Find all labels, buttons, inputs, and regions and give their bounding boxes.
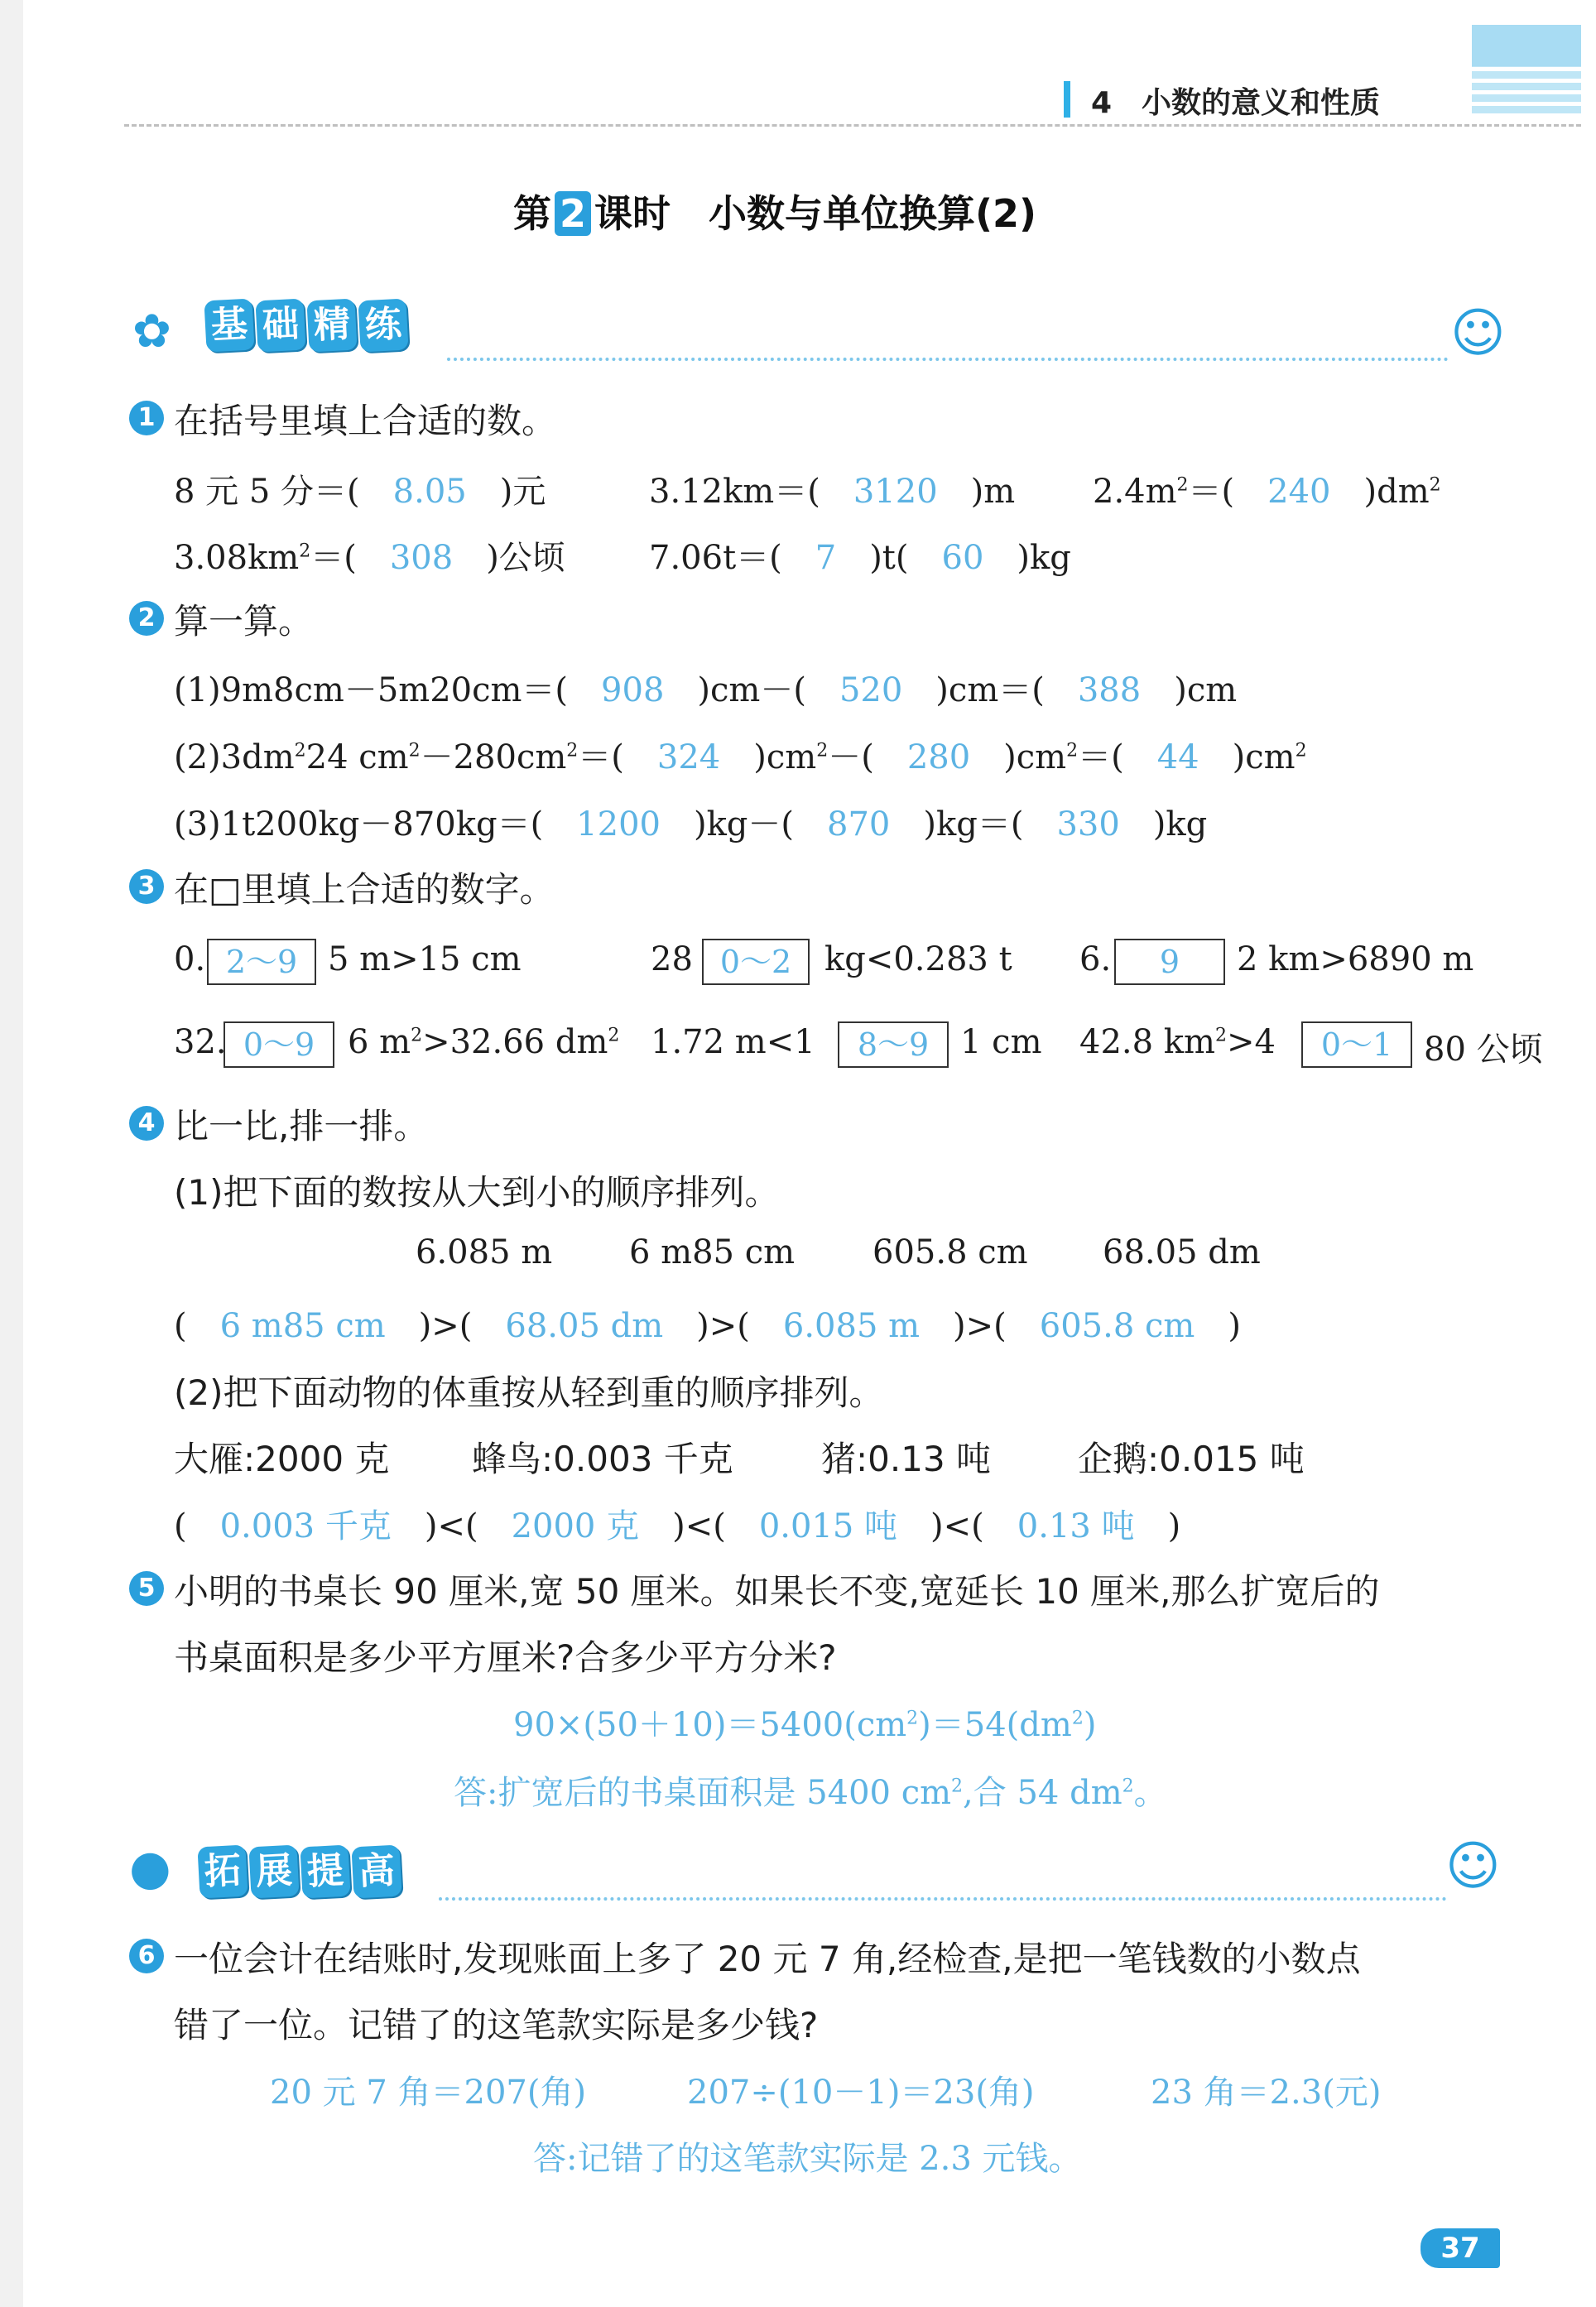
answer: 0.015 吨	[758, 1507, 898, 1545]
q3-text: 1 cm	[960, 1023, 1042, 1061]
solution-formula: $90\times(50+10)=5400(cm^2)=54(dm^2)$	[513, 1706, 1097, 1744]
question-text: 一位会计在结账时,发现账面上多了 20 元 7 角,经检查,是把一笔钱数的小数点	[174, 1939, 1361, 1979]
banner-char: 精	[306, 299, 357, 353]
question-text: 错了一位。记错了的这笔款实际是多少钱?	[174, 2005, 819, 2045]
q1-item-2: 3.12km＝( 3120 )m	[649, 473, 1016, 511]
digit-box: 0～9	[224, 1021, 334, 1068]
answer: 6.085 m	[782, 1307, 921, 1345]
page-number: 37	[1421, 2228, 1500, 2268]
digit-box: 8～9	[838, 1021, 949, 1068]
item: 猪:0.13 吨	[821, 1439, 992, 1479]
question-number: 2	[129, 601, 164, 636]
running-figure-icon: ☺	[1450, 303, 1506, 364]
item: 蜂鸟:0.003 千克	[472, 1439, 733, 1479]
q3-text: 6 $m^2>32.66$ $dm^2$	[348, 1023, 620, 1061]
answer: 44	[1156, 738, 1199, 776]
question-number: 6	[129, 1939, 164, 1973]
banner-char: 展	[248, 1845, 299, 1899]
banner-char: 基	[204, 299, 254, 353]
q1-item-4: $3.08km^2=$( 308 )公顷	[174, 539, 565, 577]
answer: 0.003 千克	[219, 1507, 392, 1545]
answer: 2000 克	[511, 1507, 640, 1545]
question-prompt: 在□里填上合适的数字。	[174, 869, 555, 910]
digit-box: 2～9	[207, 939, 316, 985]
q3-text: 0.	[174, 940, 206, 978]
question-number: 1	[129, 401, 164, 435]
solution-step-3: 23 角＝2.3(元)	[1151, 2074, 1382, 2112]
answer: 240	[1267, 473, 1331, 511]
q2-row-3: (3)1t200kg－870kg＝( 1200 )kg－( 870 )kg＝( 330 )kg	[174, 805, 1208, 843]
digit-box: 0～1	[1301, 1021, 1412, 1068]
q3-text: 42.8 $km^2>4$	[1079, 1023, 1276, 1061]
q3-text: 5 m>15 cm	[328, 940, 522, 978]
answer: 605.8 cm	[1039, 1307, 1195, 1345]
section-divider	[439, 1897, 1447, 1901]
section-banner-basic	[205, 300, 407, 351]
question-number: 4	[129, 1106, 164, 1141]
q3-text: 28	[651, 940, 693, 978]
answer: 6 m85 cm	[219, 1307, 386, 1345]
banner-char: 提	[300, 1845, 350, 1899]
answer: 280	[906, 738, 971, 776]
page-edge	[0, 0, 23, 2307]
solution-answer: 答:扩宽后的书桌面积是 5400 $cm^2$,合 54 $dm^2$。	[454, 1774, 1167, 1812]
lesson-number: 2	[555, 191, 591, 236]
question-text: 书桌面积是多少平方厘米?合多少平方分米?	[174, 1637, 837, 1678]
digit-box: 9	[1114, 939, 1225, 985]
answer: 520	[839, 671, 903, 709]
banner-char: 础	[255, 299, 305, 353]
q1-item-1: 8 元 5 分＝( 8.05 )元	[174, 473, 546, 511]
question-prompt: 在括号里填上合适的数。	[174, 401, 557, 441]
question-prompt: 算一算。	[174, 601, 314, 642]
q3-text: 80 公顷	[1424, 1031, 1543, 1069]
banner-char: 高	[351, 1845, 401, 1899]
answer: 3120	[853, 473, 938, 511]
sprout-icon: ✿	[132, 305, 171, 358]
order-answer-2: ( 0.003 千克 )<( 2000 克 )<( 0.015 吨 )<( 0.13 吨 )	[174, 1507, 1181, 1545]
q2-row-2: $(2)3dm^224$ $cm^2-280cm^2=$( 324 )$cm^2-$( 280 )$cm^2=$( 44 )$cm^2$	[174, 738, 1307, 776]
item: 企鹅:0.015 吨	[1078, 1439, 1305, 1479]
sub-question: (1)把下面的数按从大到小的顺序排列。	[174, 1172, 780, 1213]
answer: 60	[941, 539, 984, 577]
solution-step-2: 207÷(10－1)＝23(角)	[687, 2074, 1035, 2112]
solution-step-1: 20 元 7 角＝207(角)	[270, 2074, 587, 2112]
running-figure-icon: ☺	[1445, 1836, 1501, 1897]
chapter-heading: 4 小数的意义和性质	[1091, 86, 1381, 120]
q1-item-3: $2.4m^2=$( 240 )$dm^2$	[1093, 473, 1441, 511]
header-decoration-top	[1472, 25, 1581, 66]
answer: 8.05	[392, 473, 467, 511]
answer: 908	[601, 671, 665, 709]
item: 6.085 m	[416, 1233, 553, 1271]
answer: 308	[389, 539, 454, 577]
digit-box: 0～2	[702, 939, 810, 985]
lesson-title	[513, 184, 1036, 238]
answer: 0.13 吨	[1017, 1507, 1135, 1545]
item: 大雁:2000 克	[174, 1439, 390, 1479]
banner-char: 拓	[197, 1845, 248, 1899]
bubble-icon: ●	[129, 1839, 171, 1896]
answer: 324	[656, 738, 721, 776]
q3-text: kg<0.283 t	[824, 940, 1012, 978]
question-number: 5	[129, 1571, 164, 1606]
q1-item-5: 7.06t＝( 7 )t( 60 )kg	[649, 539, 1071, 577]
item: 6 m85 cm	[629, 1233, 796, 1271]
q3-text: 2 km>6890 m	[1237, 940, 1474, 978]
answer: 1200	[576, 805, 661, 843]
question-number: 3	[129, 869, 164, 904]
header-divider	[124, 124, 1581, 127]
q3-text: 1.72 m<1	[651, 1023, 815, 1061]
item: 605.8 cm	[873, 1233, 1028, 1271]
header-accent-bar	[1064, 81, 1070, 118]
title-prefix: 第	[513, 191, 551, 236]
item: 68.05 dm	[1103, 1233, 1261, 1271]
banner-char: 练	[358, 299, 408, 353]
title-suffix: 课时 小数与单位换算(2)	[594, 191, 1037, 236]
answer: 388	[1077, 671, 1142, 709]
question-prompt: 比一比,排一排。	[174, 1106, 429, 1146]
sub-question: (2)把下面动物的体重按从轻到重的顺序排列。	[174, 1372, 884, 1413]
solution-answer: 答:记错了的这笔款实际是 2.3 元钱。	[533, 2140, 1082, 2178]
order-answer-1: ( 6 m85 cm )>( 68.05 dm )>( 6.085 m )>( 605.8 cm )	[174, 1307, 1241, 1345]
q2-row-1: (1)9m8cm－5m20cm＝( 908 )cm－( 520 )cm＝( 388 )cm	[174, 671, 1238, 709]
answer: 330	[1056, 805, 1120, 843]
answer: 870	[827, 805, 891, 843]
answer: 68.05 dm	[505, 1307, 664, 1345]
section-divider	[447, 358, 1449, 361]
section-banner-extend	[199, 1846, 401, 1897]
question-text: 小明的书桌长 90 厘米,宽 50 厘米。如果长不变,宽延长 10 厘米,那么扩宽后的	[174, 1571, 1380, 1612]
answer: 7	[815, 539, 837, 577]
q3-text: 32.	[174, 1023, 227, 1061]
q3-text: 6.	[1079, 940, 1112, 978]
